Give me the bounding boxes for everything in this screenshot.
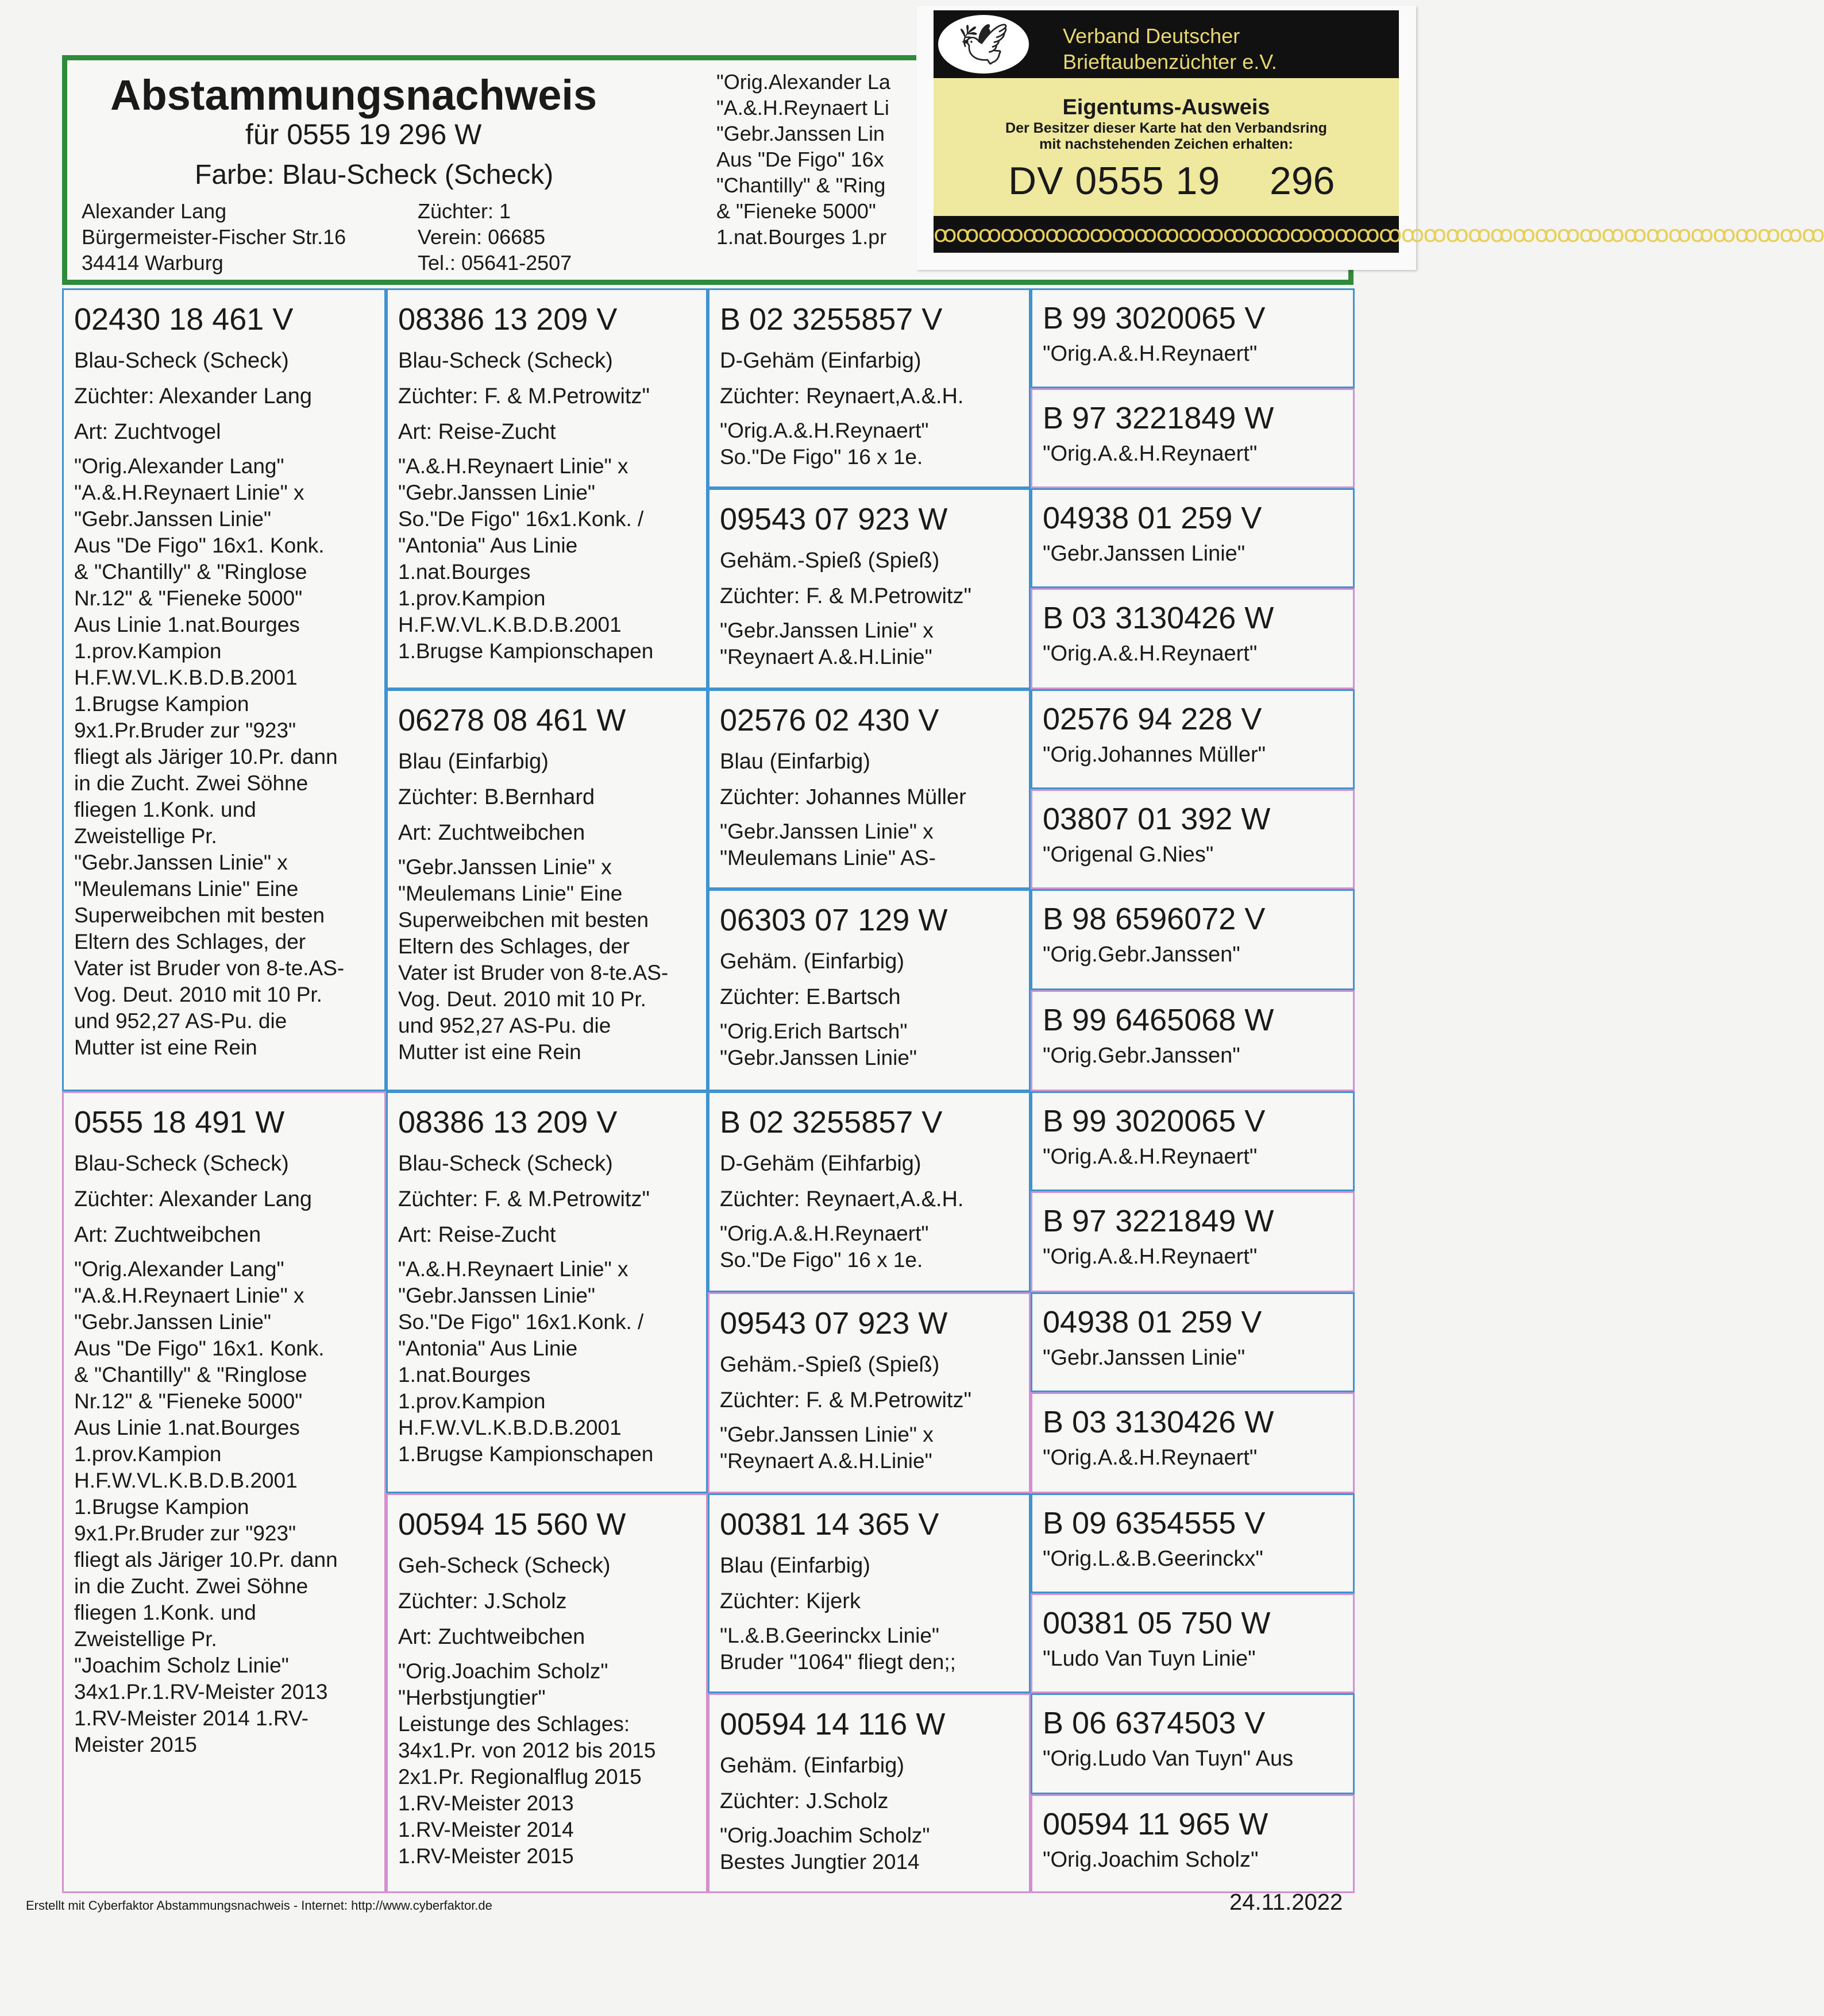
cell-description: "Gebr.Janssen Linie" x "Meulemans Linie" Eine Superweibchen mit besten Eltern des Schlages, der Vater ist Bruder von 8-te.AS- Vog. Deut. 2010 mit 10 Pr. und 952,27 AS-Pu. die Mutter ist eine Rein (398, 855, 669, 1064)
color-line: Farbe: Blau-Scheck (Scheck) (195, 160, 554, 190)
grandparent-cell: 02576 02 430 V Blau (Einfarbig) Züchter: Johannes Müller "Gebr.Janssen Linie" x "Meulemans Linie" AS- (708, 689, 1031, 889)
great-grandparent-cell: B 97 3221849 W "Orig.A.&.H.Reynaert" (1031, 1191, 1355, 1292)
grandparent-cell: 00594 14 116 W Gehäm. (Einfarbig) Züchter: J.Scholz "Orig.Joachim Scholz" Bestes Jungtier 2014 (708, 1693, 1031, 1893)
card-ring: DV 0555 19 (1008, 159, 1221, 203)
cell-description: "Orig.Alexander Lang" "A.&.H.Reynaert Linie" x "Gebr.Janssen Linie" Aus "De Figo" 16x1. Konk. & "Chantilly" & "Ringlose Nr.12" & "Fieneke 5000" Aus Linie 1.nat.Bourges 1.prov.Kampion H.F.W.VL.K.B.D.B.2001 1.Brugse Kampion 9x1.Pr.Bruder zur "923" fliegt als Järiger 10.Pr. dann in die Zucht. Zwei Söhne fliegen 1.Konk. und Zweistellige Pr. "Gebr.Janssen Linie" x "Meulemans Linie" Eine Superweibchen mit besten Eltern des Schlages, der Vater ist Bruder von 8-te.AS- Vog. Deut. 2010 mit 10 Pr. und 952,27 AS-Pu. die Mutter ist eine Rein (74, 454, 345, 1059)
cell-description: "A.&.H.Reynaert Linie" x "Gebr.Janssen Linie" So."De Figo" 16x1.Konk. / "Antonia" Aus Linie 1.nat.Bourges 1.prov.Kampion H.F.W.VL.K.B.D.B.2001 1.Brugse Kampionschapen (398, 1257, 654, 1466)
grandparent-cell: B 02 3255857 V D-Gehäm (Einfarbig) Züchter: Reynaert,A.&.H. "Orig.A.&.H.Reynaert" So."De Figo" 16 x 1e. (708, 288, 1031, 488)
great-grandparent-cell: 00381 05 750 W "Ludo Van Tuyn Linie" (1031, 1593, 1355, 1693)
grandparent-cell: 09543 07 923 W Gehäm.-Spieß (Spieß) Züchter: F. & M.Petrowitz" "Gebr.Janssen Linie" x "Reynaert A.&.H.Linie" (708, 1292, 1031, 1493)
header-description: "Orig.Alexander La "A.&.H.Reynaert Li "Gebr.Janssen Lin Aus "De Figo" 16x "Chantilly" & "Ring & "Fieneke 5000" 1.nat.Bourges 1.pr (716, 70, 890, 249)
owner-address: Alexander Lang Bürgermeister-Fischer Str.16 34414 Warburg (82, 199, 346, 275)
mother-cell: 0555 18 491 W Blau-Scheck (Scheck) Züchter: Alexander Lang Art: Zuchtweibchen "Orig.Alexander Lang" "A.&.H.Reynaert Linie" x "Gebr.Janssen Linie" Aus "De Figo" 16x1. Konk. & "Chantilly" & "Ringlose Nr.12" & "Fieneke 5000" Aus Linie 1.nat.Bourges 1.prov.Kampion H.F.W.VL.K.B.D.B.2001 1.Brugse Kampion 9x1.Pr.Bruder zur "923" fliegt als Järiger 10.Pr. dann in die Zucht. Zwei Söhne fliegen 1.Konk. und Zweistellige Pr. "Joachim Scholz Linie" 34x1.Pr.1.RV-Meister 2013 1.RV-Meister 2014 1.RV- Meister 2015 (62, 1091, 386, 1893)
great-grandparent-cell: B 03 3130426 W "Orig.A.&.H.Reynaert" (1031, 588, 1355, 689)
ownership-card (916, 6, 1824, 270)
card-title: Eigentums-Ausweis (1062, 95, 1270, 119)
card-ring-number: 296 (1270, 159, 1335, 203)
print-date: 24.11.2022 (1229, 1890, 1343, 1915)
card-text: mit nachstehenden Zeichen erhalten: (1039, 136, 1293, 152)
cell-description: "A.&.H.Reynaert Linie" x "Gebr.Janssen Linie" So."De Figo" 16x1.Konk. / "Antonia" Aus Linie 1.nat.Bourges 1.prov.Kampion H.F.W.VL.K.B.D.B.2001 1.Brugse Kampionschapen (398, 454, 654, 663)
great-grandparent-cell: B 99 3020065 V "Orig.A.&.H.Reynaert" (1031, 288, 1355, 388)
great-grandparent-cell: B 09 6354555 V "Orig.L.&.B.Geerinckx" (1031, 1493, 1355, 1593)
great-grandparent-cell: B 97 3221849 W "Orig.A.&.H.Reynaert" (1031, 388, 1355, 488)
grandparent-cell: 09543 07 923 W Gehäm.-Spieß (Spieß) Züchter: F. & M.Petrowitz" "Gebr.Janssen Linie" x "Reynaert A.&.H.Linie" (708, 488, 1031, 689)
great-grandparent-cell: B 03 3130426 W "Orig.A.&.H.Reynaert" (1031, 1392, 1355, 1493)
dove-icon: 🕊 (938, 15, 1029, 74)
great-grandparent-cell: 04938 01 259 V "Gebr.Janssen Linie" (1031, 1292, 1355, 1392)
grandparent-cell: B 02 3255857 V D-Gehäm (Eihfarbig) Züchter: Reynaert,A.&.H. "Orig.A.&.H.Reynaert" So."De Figo" 16 x 1e. (708, 1091, 1031, 1292)
great-grandparent-cell: 00594 11 965 W "Orig.Joachim Scholz" (1031, 1794, 1355, 1893)
ring-number: für 0555 19 296 W (245, 118, 482, 150)
great-grandparent-cell: 03807 01 392 W "Origenal G.Nies" (1031, 789, 1355, 889)
great-grandparent-cell: 04938 01 259 V "Gebr.Janssen Linie" (1031, 488, 1355, 588)
org-name: Brieftaubenzüchter e.V. (1063, 50, 1277, 74)
father-cell: 02430 18 461 V Blau-Scheck (Scheck) Züchter: Alexander Lang Art: Zuchtvogel "Orig.Alexander Lang" "A.&.H.Reynaert Linie" x "Gebr.Janssen Linie" Aus "De Figo" 16x1. Konk. & "Chantilly" & "Ringlose Nr.12" & "Fieneke 5000" Aus Linie 1.nat.Bourges 1.prov.Kampion H.F.W.VL.K.B.D.B.2001 1.Brugse Kampion 9x1.Pr.Bruder zur "923" fliegt als Järiger 10.Pr. dann in die Zucht. Zwei Söhne fliegen 1.Konk. und Zweistellige Pr. "Gebr.Janssen Linie" x "Meulemans Linie" Eine Superweibchen mit besten Eltern des Schlages, der Vater ist Bruder von 8-te.AS- Vog. Deut. 2010 mit 10 Pr. und 952,27 AS-Pu. die Mutter ist eine Rein (62, 288, 386, 1091)
father-father-cell: 08386 13 209 V Blau-Scheck (Scheck) Züchter: F. & M.Petrowitz" Art: Reise-Zucht "A.&.H.Reynaert Linie" x "Gebr.Janssen Linie" So."De Figo" 16x1.Konk. / "Antonia" Aus Linie 1.nat.Bourges 1.prov.Kampion H.F.W.VL.K.B.D.B.2001 1.Brugse Kampionschapen (386, 288, 708, 689)
footer-text: Erstellt mit Cyberfaktor Abstammungsnachweis - Internet: http://www.cyberfaktor.de (26, 1898, 492, 1913)
card-header (934, 10, 1399, 78)
card-body (934, 78, 1399, 216)
mother-father-cell: 08386 13 209 V Blau-Scheck (Scheck) Züchter: F. & M.Petrowitz" Art: Reise-Zucht "A.&.H.Reynaert Linie" x "Gebr.Janssen Linie" So."De Figo" 16x1.Konk. / "Antonia" Aus Linie 1.nat.Bourges 1.prov.Kampion H.F.W.VL.K.B.D.B.2001 1.Brugse Kampionschapen (386, 1091, 708, 1493)
grandparent-cell: 00381 14 365 V Blau (Einfarbig) Züchter: Kijerk "L.&.B.Geerinckx Linie" Bruder "1064" fliegt den;; (708, 1493, 1031, 1693)
org-name: Verband Deutscher (1063, 24, 1240, 48)
card-text: Der Besitzer dieser Karte hat den Verbandsring (1005, 120, 1327, 136)
cell-description: "Orig.Joachim Scholz" "Herbstjungtier" Leistunge des Schlages: 34x1.Pr. von 2012 bis 2015 2x1.Pr. Regionalflug 2015 1.RV-Meister 2013 1.RV-Meister 2014 1.RV-Meister 2015 (398, 1659, 656, 1868)
page-title: Abstammungsnachweis (110, 71, 597, 119)
breeder-info: Züchter: 1 Verein: 06685 Tel.: 05641-2507 (418, 199, 572, 275)
card-pattern-strip: ꝏꝏꝏꝏꝏꝏꝏꝏꝏꝏꝏꝏꝏꝏꝏꝏꝏꝏꝏꝏꝏꝏꝏꝏꝏꝏꝏꝏꝏꝏꝏꝏꝏꝏꝏꝏꝏꝏꝏꝏ (934, 216, 1399, 253)
great-grandparent-cell: B 98 6596072 V "Orig.Gebr.Janssen" (1031, 889, 1355, 990)
cell-description: "Orig.Alexander Lang" "A.&.H.Reynaert Linie" x "Gebr.Janssen Linie" Aus "De Figo" 16x1. Konk. & "Chantilly" & "Ringlose Nr.12" & "Fieneke 5000" Aus Linie 1.nat.Bourges 1.prov.Kampion H.F.W.VL.K.B.D.B.2001 1.Brugse Kampion 9x1.Pr.Bruder zur "923" fliegt als Järiger 10.Pr. dann in die Zucht. Zwei Söhne fliegen 1.Konk. und Zweistellige Pr. "Joachim Scholz Linie" 34x1.Pr.1.RV-Meister 2013 1.RV-Meister 2014 1.RV- Meister 2015 (74, 1257, 338, 1756)
great-grandparent-cell: 02576 94 228 V "Orig.Johannes Müller" (1031, 689, 1355, 789)
grandparent-cell: 06303 07 129 W Gehäm. (Einfarbig) Züchter: E.Bartsch "Orig.Erich Bartsch" "Gebr.Janssen Linie" (708, 889, 1031, 1091)
great-grandparent-cell: B 99 3020065 V "Orig.A.&.H.Reynaert" (1031, 1091, 1355, 1191)
mother-mother-cell: 00594 15 560 W Geh-Scheck (Scheck) Züchter: J.Scholz Art: Zuchtweibchen "Orig.Joachim Scholz" "Herbstjungtier" Leistunge des Schlages: 34x1.Pr. von 2012 bis 2015 2x1.Pr. Regionalflug 2015 1.RV-Meister 2013 1.RV-Meister 2014 1.RV-Meister 2015 (386, 1493, 708, 1893)
great-grandparent-cell: B 99 6465068 W "Orig.Gebr.Janssen" (1031, 990, 1355, 1091)
father-mother-cell: 06278 08 461 W Blau (Einfarbig) Züchter: B.Bernhard Art: Zuchtweibchen "Gebr.Janssen Linie" x "Meulemans Linie" Eine Superweibchen mit besten Eltern des Schlages, der Vater ist Bruder von 8-te.AS- Vog. Deut. 2010 mit 10 Pr. und 952,27 AS-Pu. die Mutter ist eine Rein (386, 689, 708, 1091)
great-grandparent-cell: B 06 6374503 V "Orig.Ludo Van Tuyn" Aus (1031, 1693, 1355, 1794)
